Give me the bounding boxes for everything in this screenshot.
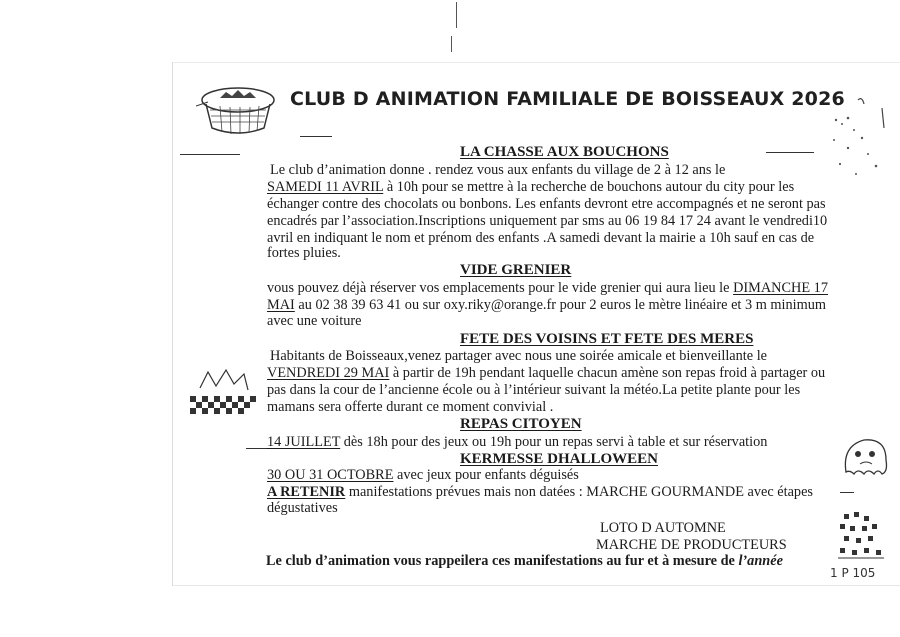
- section-title-vide: VIDE GRENIER: [460, 262, 572, 278]
- footer-text: [266, 553, 783, 570]
- vide-line-1: [267, 280, 828, 297]
- section-title-kermesse: KERMESSE DHALLOWEEN: [460, 451, 658, 467]
- retenir-line-1: [267, 484, 813, 501]
- retenir-line-1-rest: manifestations prévues mais non datées : MARCHE GOURMANDE avec étapes: [345, 484, 813, 500]
- page-title: CLUB D ANIMATION FAMILIALE DE BOISSEAUX 2026: [290, 88, 845, 110]
- retenir-item-2: MARCHE DE PRODUCTEURS: [596, 537, 787, 553]
- chasse-line-1: Le club d’animation donne . rendez vous aux enfants du village de 2 à 12 ans le: [270, 162, 726, 178]
- decorative-dash: [300, 136, 332, 137]
- vide-line-2-rest: au 02 38 39 63 41 ou sur oxy.riky@orange.fr pour 2 euros le mètre linéaire et 3 m minimum: [294, 297, 826, 313]
- section-title-voisins: FETE DES VOISINS ET FETE DES MERES: [460, 331, 754, 347]
- vide-line-2: [267, 297, 826, 314]
- chasse-line-3: échanger contre des chocolats ou bonbons. Les enfants devront etre accompagnés et ne seront pas: [267, 196, 826, 212]
- voisins-line-3: pas dans la cour de l’ancienne école ou à l’intérieur suivant la météo.La petite plante pour les: [267, 382, 801, 398]
- repas-date: 14 JUILLET: [267, 434, 341, 450]
- footer-italic: l’année: [738, 553, 783, 569]
- chasse-line-4: encadrés par l’association.Inscriptions uniquement par sms au 06 19 84 17 24 avant le vendredi10: [267, 213, 828, 229]
- scan-mark: [451, 36, 452, 52]
- scan-mark: [456, 2, 457, 28]
- scribble-doodle: [828, 94, 890, 184]
- chasse-date: SAMEDI 11 AVRIL: [267, 179, 384, 195]
- voisins-date: VENDREDI 29 MAI: [267, 365, 390, 381]
- decorative-dash: [840, 492, 854, 493]
- margin-note: 1 P 105: [830, 566, 876, 580]
- retenir-label: A RETENIR: [267, 484, 346, 500]
- retenir-item-1: LOTO D AUTOMNE: [600, 520, 726, 536]
- kermesse-line-1-rest: avec jeux pour enfants déguisés: [393, 467, 579, 483]
- repas-line-1: [267, 434, 767, 451]
- section-title-repas: REPAS CITOYEN: [460, 416, 582, 432]
- footer-main: Le club d’animation vous rappeilera ces manifestations au fur et à mesure de: [266, 553, 739, 569]
- chasse-line-2: [267, 179, 794, 196]
- voisins-line-2: [267, 365, 825, 382]
- vide-date-part-2: MAI: [267, 297, 295, 313]
- vide-line-1-start: vous pouvez déjà réserver vos emplacements pour le vide grenier qui aura lieu le: [267, 280, 734, 296]
- retenir-line-2: dégustatives: [267, 500, 338, 516]
- vide-date-part-1: DIMANCHE 17: [733, 280, 828, 296]
- checkered-doodle: [186, 366, 262, 424]
- voisins-line-2-rest: à partir de 19h pendant laquelle chacun amène son repas froid à partager ou: [389, 365, 826, 381]
- decorative-dash: [180, 154, 240, 155]
- vide-line-3: avec une voiture: [267, 313, 362, 329]
- kermesse-line-1: [267, 467, 579, 484]
- basket-logo: [196, 76, 280, 140]
- kermesse-date: 30 OU 31 OCTOBRE: [267, 467, 394, 483]
- voisins-line-1: Habitants de Boisseaux,venez partager avec nous une soirée amicale et bienveillante le: [270, 348, 768, 364]
- decorative-dash: [766, 152, 814, 153]
- chasse-line-2-rest: à 10h pour se mettre à la recherche de bouchons autour du city pour les: [383, 179, 795, 195]
- voisins-line-4: mamans sera offerte durant ce moment convivial .: [267, 399, 554, 415]
- chasse-line-5: avril en indiquant le nom et prénom des enfants .A samedi devant la mairie a 10h sauf en cas de: [267, 230, 815, 246]
- section-title-chasse: LA CHASSE AUX BOUCHONS: [460, 144, 669, 160]
- castle-doodle: [834, 508, 890, 564]
- ghost-doodle: [838, 432, 894, 480]
- repas-line-1-rest: dès 18h pour des jeux ou 19h pour un repas servi à table et sur réservation: [340, 434, 768, 450]
- chasse-line-6: fortes pluies.: [267, 245, 341, 261]
